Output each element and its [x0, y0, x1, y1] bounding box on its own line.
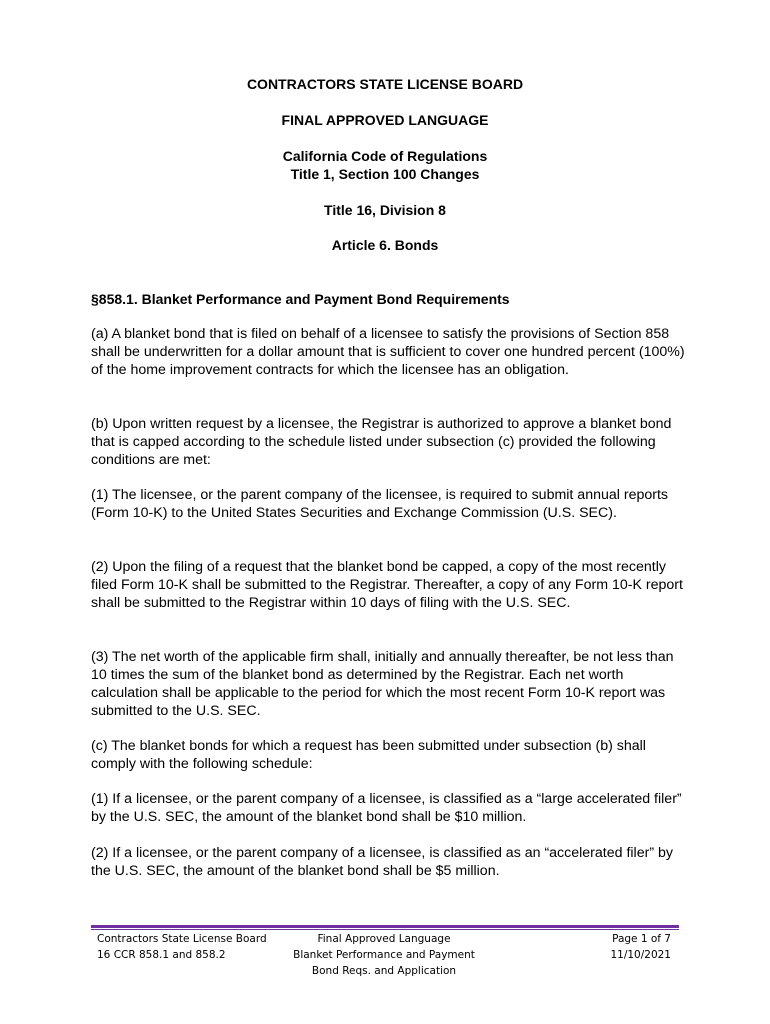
footer-date: 11/10/2021 [610, 949, 671, 961]
paragraph-b1: (1) The licensee, or the parent company of the licensee, is required to submit annual reports (Form 10-K) to the United States Securities and Exchange Commission (U.S. SEC). [91, 487, 669, 521]
title1-heading: Title 1, Section 100 Changes [290, 166, 480, 182]
paragraph-b3: (3) The net worth of the applicable firm shall, initially and annually thereafter, be not less than 10 times the sum of the blanket bond as determined by the Registrar. Each net worth calculation shall be applicable to the period for which the most recent Form 10-K report was submitted to the U.S. SEC. [91, 649, 674, 719]
section-title: §858.1. Blanket Performance and Payment Bond Requirements [91, 291, 510, 307]
footer-divider-thick [91, 925, 679, 928]
footer-right [610, 931, 671, 963]
paragraph-a: (a) A blanket bond that is filed on behalf of a licensee to satisfy the provisions of Section 858 shall be underwritten for a dollar amount that is sufficient to cover one hundred percent (100%) of the home improvement contracts for which the licensee has an obligation. [91, 326, 685, 378]
footer-board-name: Contractors State License Board [97, 933, 267, 945]
paragraph-c: (c) The blanket bonds for which a request has been submitted under subsection (b) shall comply with the following schedule: [91, 738, 646, 772]
paragraph-b: (b) Upon written request by a licensee, the Registrar is authorized to approve a blanket bond that is capped according to the schedule listed under subsection (c) provided the following conditions are met: [91, 416, 672, 468]
footer-divider-thin [91, 929, 679, 930]
footer-doc-subject-2: Bond Reqs. and Application [311, 965, 457, 977]
footer-doc-subject-1: Blanket Performance and Payment [293, 949, 475, 961]
paragraph-c2: (2) If a licensee, or the parent company of a licensee, is classified as an “accelerated filer” by the U.S. SEC, the amount of the blanket bond shall be $5 million. [91, 845, 673, 879]
footer-center [284, 931, 484, 979]
paragraph-c1: (1) If a licensee, or the parent company of a licensee, is classified as a “large accelerated filer” by the U.S. SEC, the amount of the blanket bond shall be $10 million. [91, 791, 682, 825]
title16-heading: Title 16, Division 8 [324, 202, 446, 218]
ccr-heading: California Code of Regulations [282, 148, 488, 164]
footer-left [97, 931, 267, 963]
footer-ccr-ref: 16 CCR 858.1 and 858.2 [97, 949, 226, 961]
article-heading: Article 6. Bonds [331, 237, 439, 253]
page-number: Page 1 of 7 [612, 933, 671, 945]
board-heading: CONTRACTORS STATE LICENSE BOARD [246, 76, 524, 92]
paragraph-b2: (2) Upon the filing of a request that the blanket bond be capped, a copy of the most recently filed Form 10-K shall be submitted to the Registrar. Thereafter, a copy of any Form 10-K report shall be submitted to the Registrar within 10 days of filing with the U.S. SEC. [91, 559, 683, 611]
final-language-heading: FINAL APPROVED LANGUAGE [281, 112, 489, 128]
footer-doc-type: Final Approved Language [317, 933, 451, 945]
